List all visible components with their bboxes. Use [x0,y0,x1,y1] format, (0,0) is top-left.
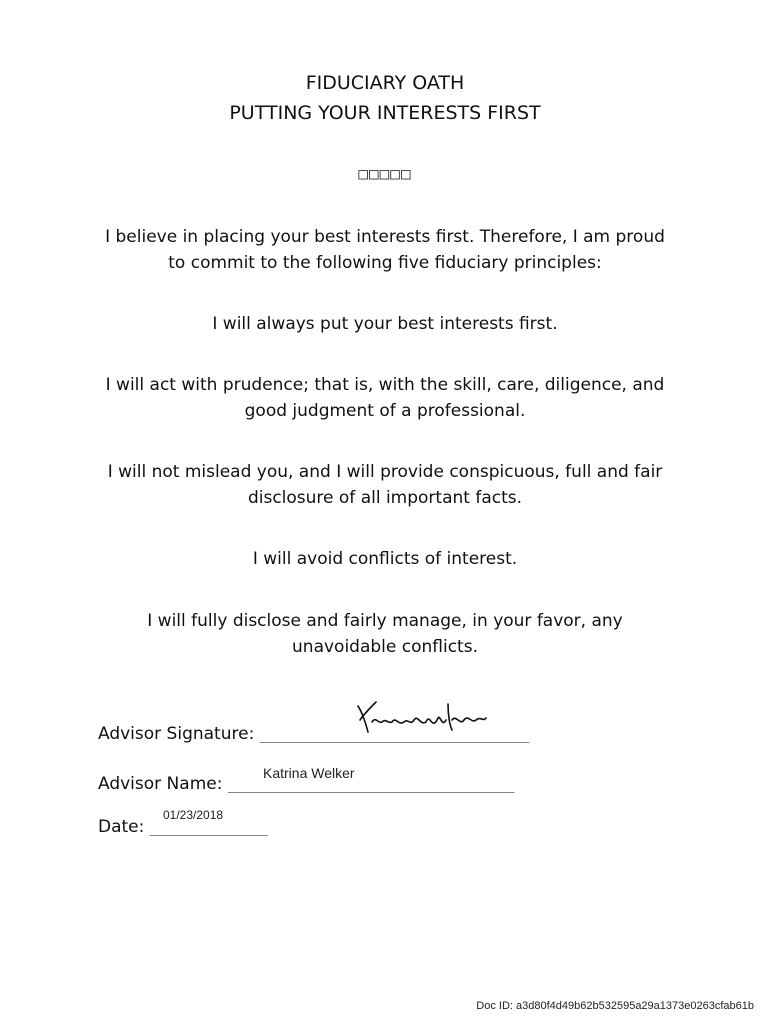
intro-paragraph: I believe in placing your best interests first. Therefore, I am proud to commit to the following five fiduciary principles: [105,227,665,273]
name-label: Advisor Name: [98,774,223,794]
advisor-name-value: Katrina Welker [263,765,355,781]
handwritten-signature [352,698,488,740]
principle-2: I will act with prudence; that is, with the skill, care, diligence, and good judgment of a professional. [105,375,665,421]
date-line: ______________ [149,820,268,836]
date-value: 01/23/2018 [163,808,224,822]
date-label: Date: [98,817,145,837]
principle-4: I will avoid conflicts of interest. [252,549,518,569]
glyph-row: □□□□□ [358,164,412,183]
principle-5: I will fully disclose and fairly manage, in your favor, any unavoidable conflicts. [147,611,623,657]
name-line: __________________________________ [227,777,515,793]
doc-id: Doc ID: a3d80f4d49b62b532595a29a1373e0263cfab61b [476,1000,754,1012]
signature-label: Advisor Signature: [98,724,255,744]
principle-3: I will not mislead you, and I will provide conspicuous, full and fair disclosure of all important facts. [107,462,663,508]
document-subtitle: PUTTING YOUR INTERESTS FIRST [229,102,541,124]
document-title: FIDUCIARY OATH [305,72,465,94]
principle-1: I will always put your best interests first. [212,314,558,334]
signature-line: ________________________________ [259,727,530,743]
